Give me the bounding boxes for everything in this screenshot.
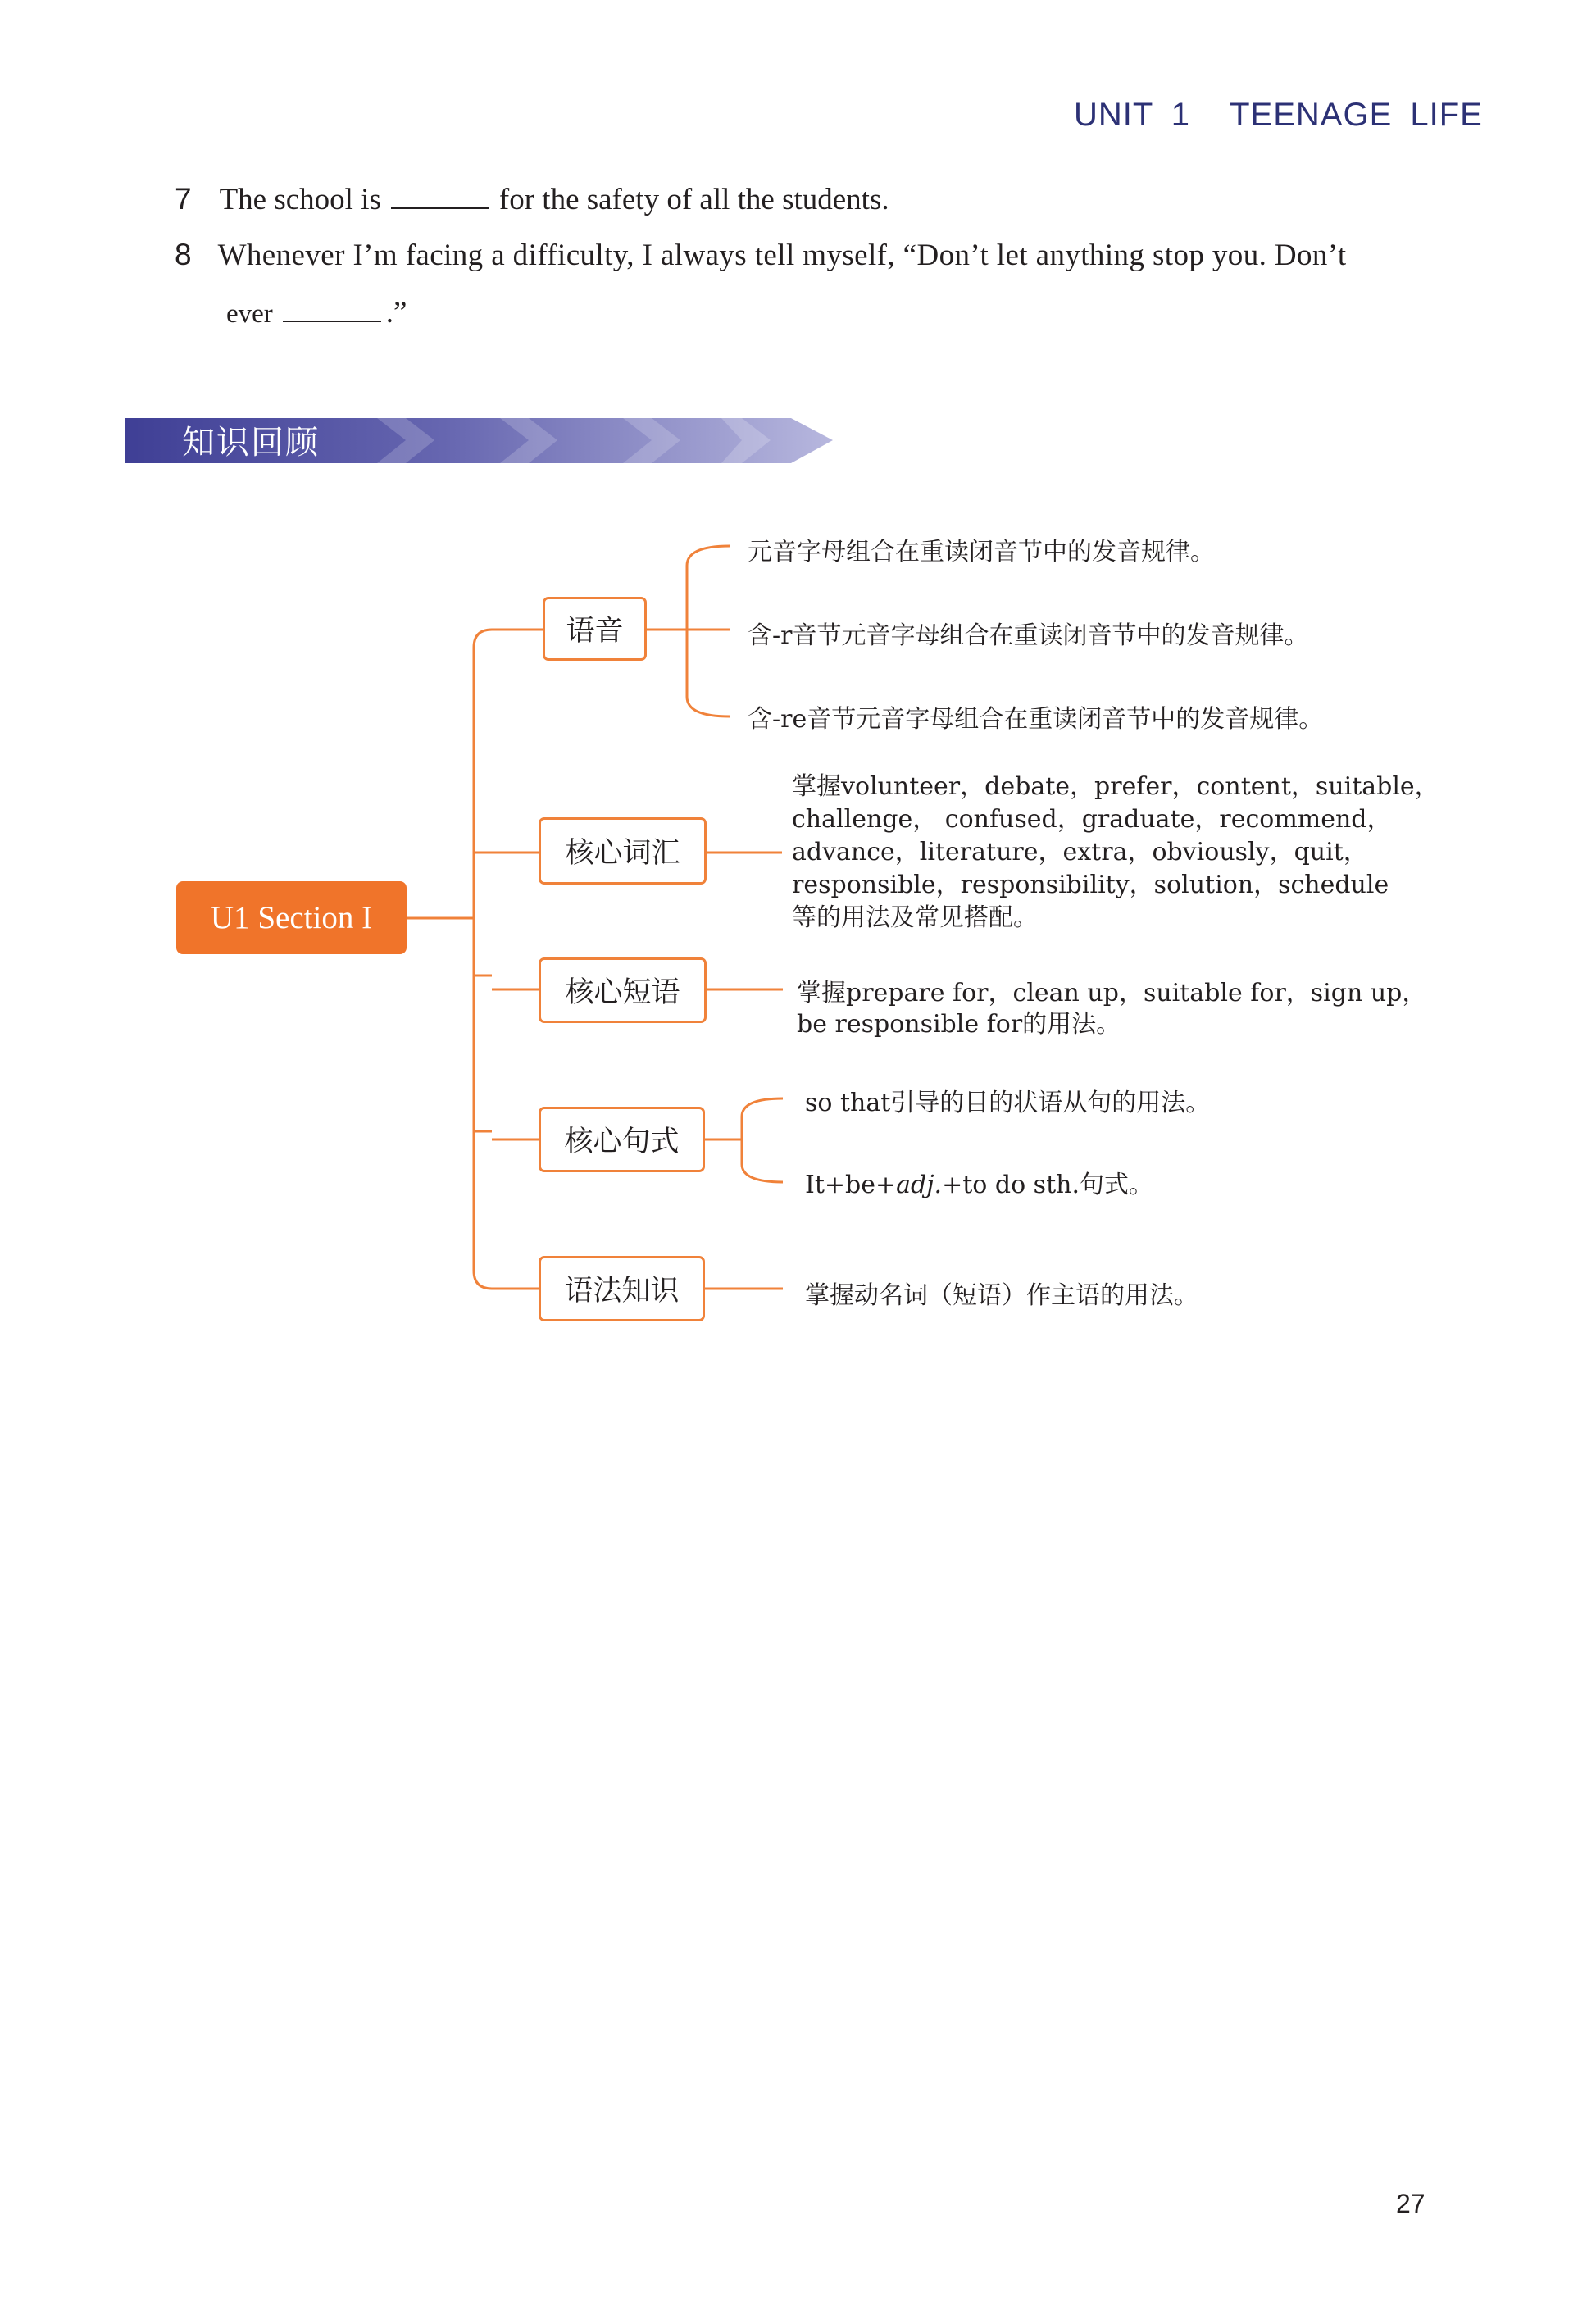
branch-node-vocabulary: 核心词汇 — [539, 817, 707, 885]
question-number: 8 — [175, 238, 192, 271]
page-number: 27 — [1396, 2189, 1425, 2218]
mindmap-root: U1 Section I — [176, 881, 407, 954]
leaf-phonetics-1: 元音字母组合在重读闭音节中的发音规律。 — [748, 538, 1215, 566]
leaf-phrases — [797, 978, 1426, 1040]
branch-node-phonetics: 语音 — [543, 597, 647, 661]
leaf-sentences-2-adj: adj. — [896, 1171, 943, 1199]
leaf-vocabulary-line: advance，literature，extra，obviously，quit， — [792, 838, 1368, 866]
question-text-after: for the safety of all the students. — [498, 183, 889, 216]
branch-node-grammar: 语法知识 — [539, 1256, 705, 1321]
leaf-vocabulary-line: 等的用法及常见搭配。 — [792, 903, 1038, 932]
unit-title: TEENAGE LIFE — [1230, 97, 1483, 133]
leaf-phrases-line: be responsible for的用法。 — [797, 1010, 1121, 1039]
section-title: 知识回顾 — [182, 424, 320, 462]
leaf-phonetics-2: 含-r音节元音字母组合在重读闭音节中的发音规律。 — [748, 621, 1309, 650]
unit-label: UNIT 1 — [1074, 97, 1190, 133]
question-text-before: ever — [226, 299, 273, 329]
leaf-vocabulary-line: 掌握volunteer，debate，prefer，content，suitable， — [792, 772, 1439, 801]
branch-node-phrases: 核心短语 — [539, 957, 707, 1023]
leaf-sentences-2-part: It+be+ — [805, 1171, 897, 1199]
leaf-sentences-2-part: +to do sth.句式。 — [942, 1171, 1153, 1199]
question-text-after: .” — [385, 296, 407, 330]
leaf-grammar: 掌握动名词（短语）作主语的用法。 — [805, 1281, 1198, 1310]
leaf-vocabulary — [792, 771, 1439, 935]
question-text-line1: Whenever I’m facing a difficulty, I always tell myself, “Don’t let anything stop you. Don’t — [217, 239, 1347, 272]
leaf-vocabulary-line: challenge， confused，graduate，recommend， — [792, 805, 1392, 834]
question-number: 7 — [175, 182, 192, 216]
leaf-vocabulary-line: responsible，responsibility，solution，schedule — [792, 871, 1389, 899]
leaf-phonetics-3: 含-re音节元音字母组合在重读闭音节中的发音规律。 — [748, 705, 1324, 734]
leaf-sentences-2 — [805, 1164, 1153, 1200]
branch-node-sentences: 核心句式 — [539, 1107, 705, 1172]
question-text-before: The school is — [219, 183, 381, 216]
leaf-phrases-line: 掌握prepare for，clean up，suitable for，sign up， — [797, 979, 1427, 1007]
leaf-sentences-1: so that引导的目的状语从句的用法。 — [805, 1089, 1211, 1117]
